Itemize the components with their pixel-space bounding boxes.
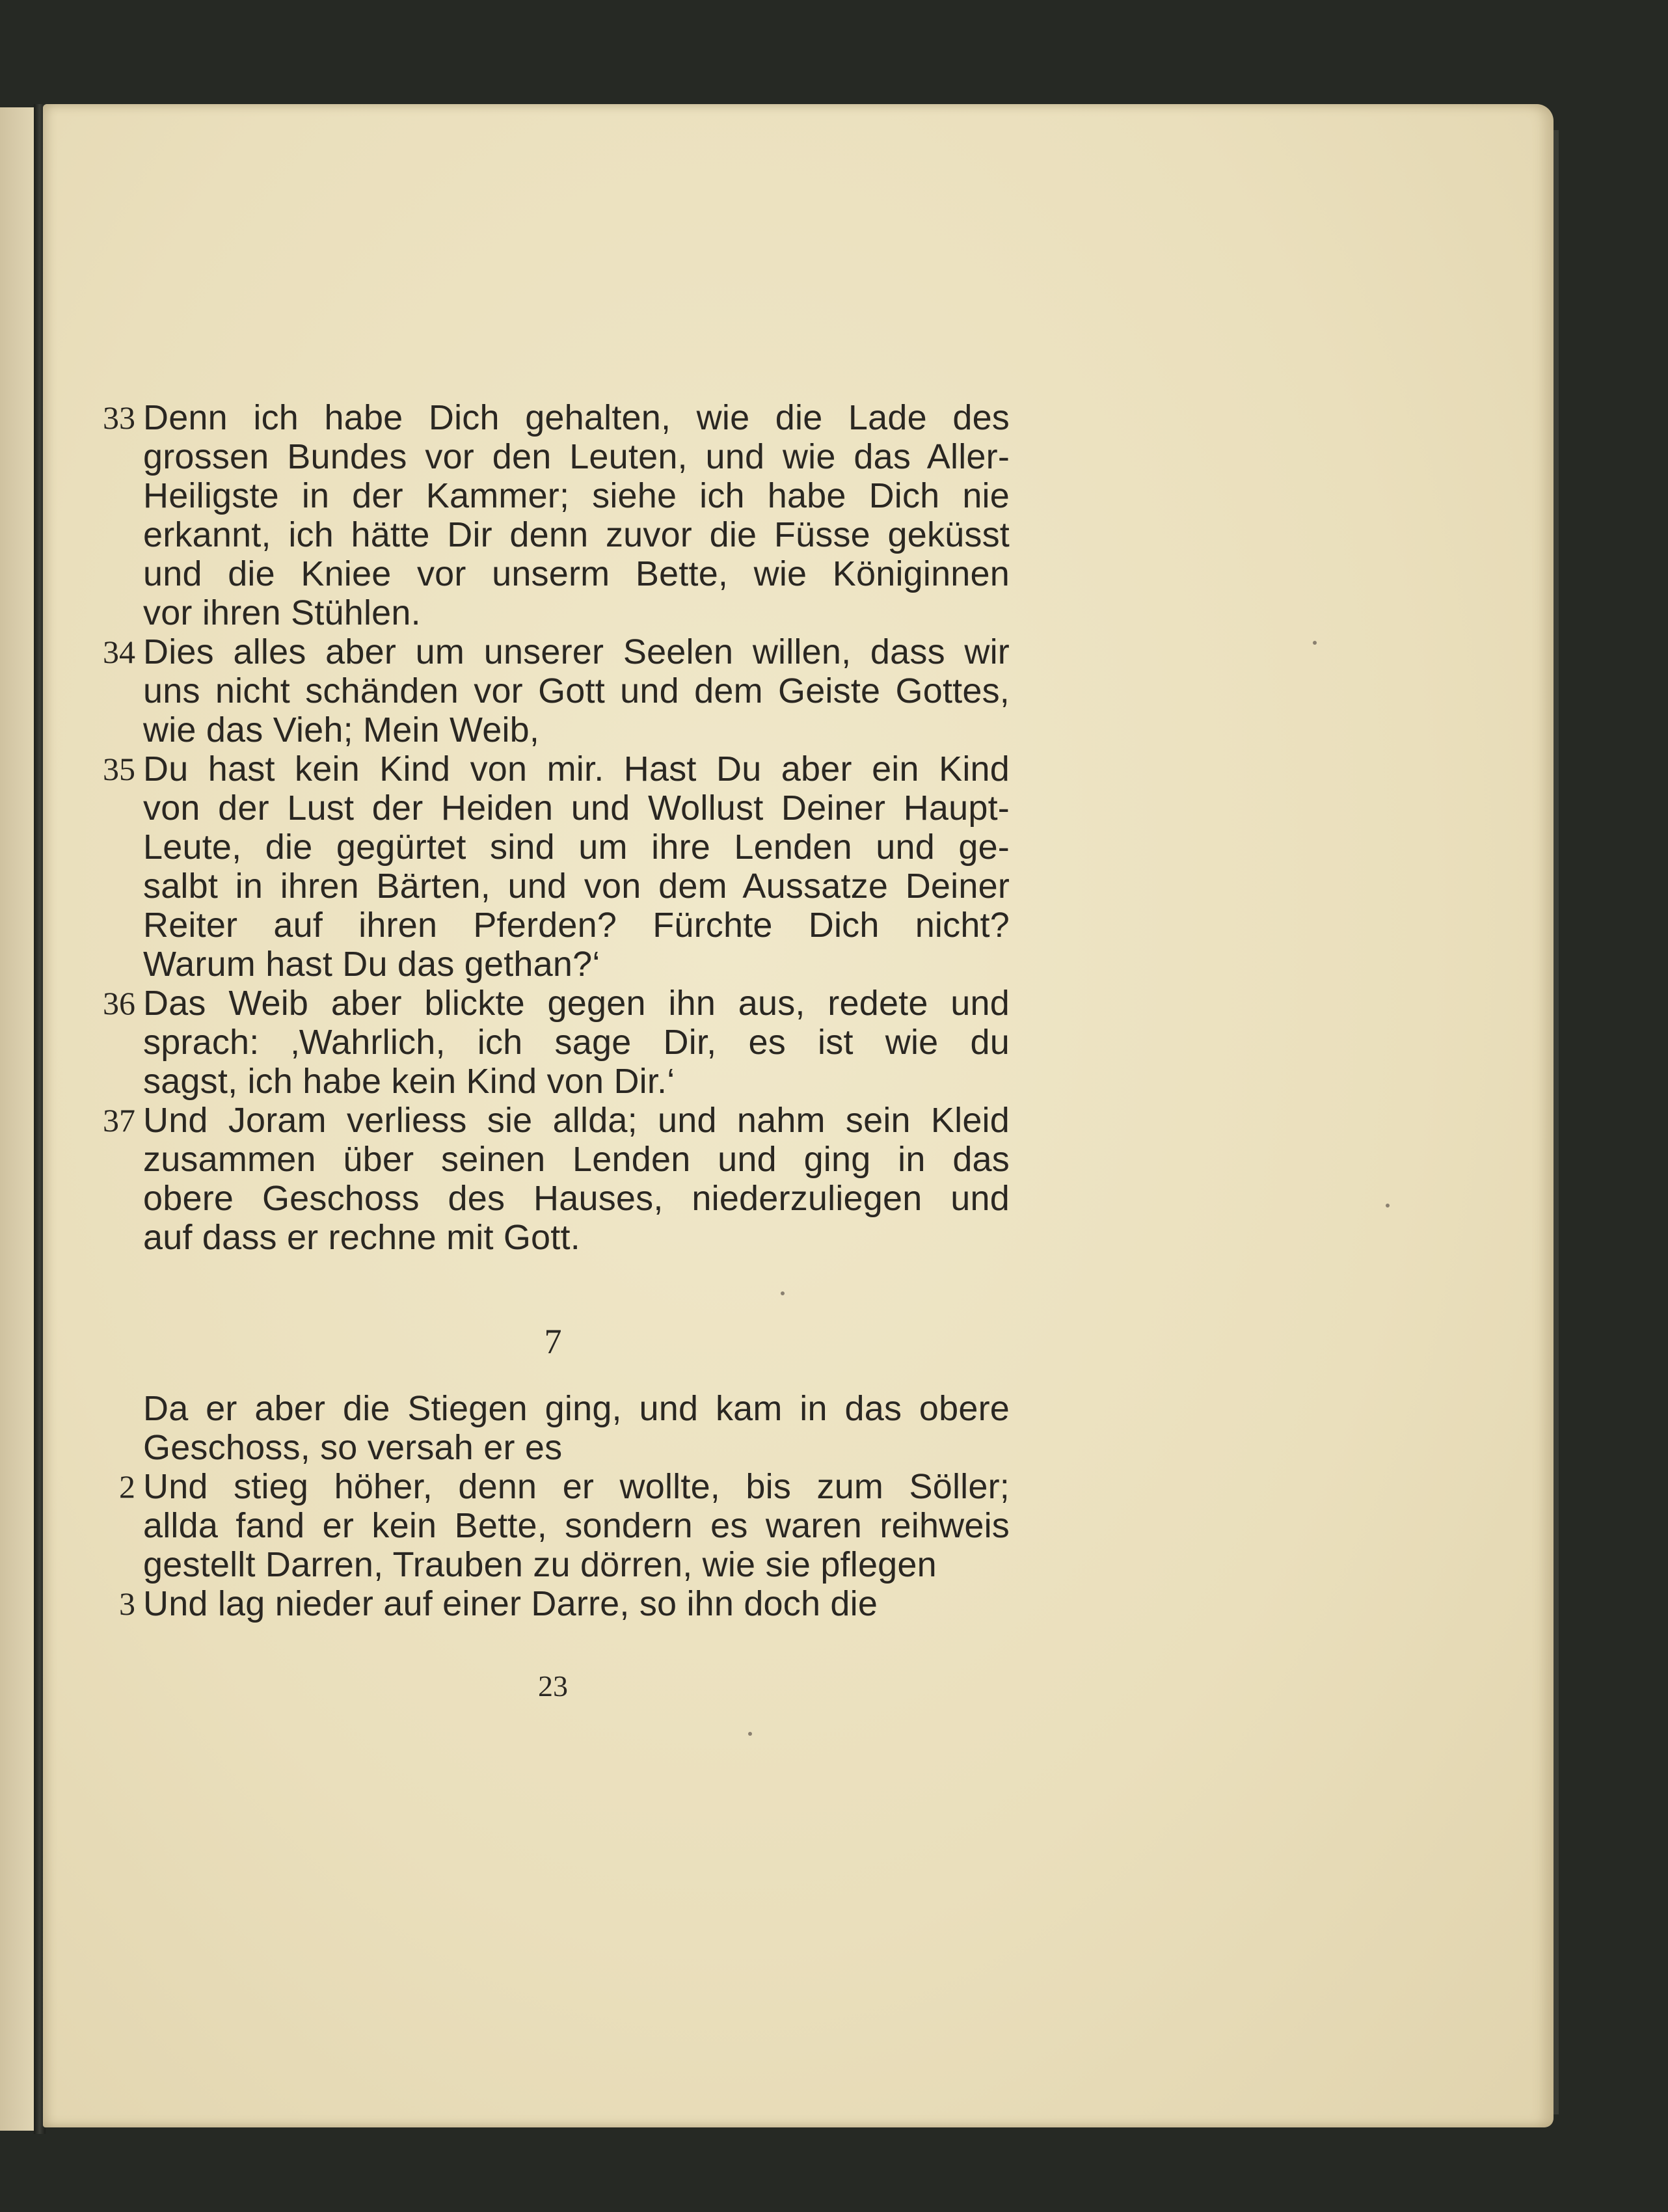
verse-line: Reiter auf ihren Pferden? Fürchte Dich nicht? <box>143 906 1010 945</box>
verse-line: von der Lust der Heiden und Wollust Deiner Haupt- <box>143 789 1010 828</box>
verse-line: allda fand er kein Bette, sondern es waren reihweis <box>143 1506 1010 1545</box>
verse-line: Das Weib aber blickte gegen ihn aus, redete und <box>143 984 1010 1023</box>
verse-line: Und Joram verliess sie allda; und nahm sein Kleid <box>143 1101 1010 1140</box>
paper-speck <box>781 1291 785 1295</box>
verse-line: Du hast kein Kind von mir. Hast Du aber ein Kind <box>143 749 1010 789</box>
verse-line: Geschoss, so versah er es <box>143 1428 563 1467</box>
verse-number: 37 <box>103 1102 135 1139</box>
verse-line: Und stieg höher, denn er wollte, bis zum Söller; <box>143 1467 1010 1506</box>
verse-line: auf dass er rechne mit Gott. <box>143 1218 580 1257</box>
page-edge-shadow <box>1554 130 1559 2114</box>
verse-line: uns nicht schänden vor Gott und dem Geiste Gottes, <box>143 671 1010 710</box>
verse-number: 34 <box>103 634 135 670</box>
verse-number: 35 <box>103 751 135 787</box>
verse-line: Heiligste in der Kammer; siehe ich habe Dich nie <box>143 476 1010 515</box>
verse-line: erkannt, ich hätte Dir denn zuvor die Füsse geküsst <box>143 515 1010 554</box>
chapter-number: 7 <box>544 1322 562 1361</box>
verse-number: 33 <box>103 399 135 436</box>
paper-speck <box>748 1732 752 1736</box>
verse-line: Leute, die gegürtet sind um ihre Lenden und ge- <box>143 828 1010 867</box>
verse-number: 36 <box>103 985 135 1021</box>
paper-speck <box>1386 1204 1390 1207</box>
verse-number: 3 <box>119 1585 135 1622</box>
verse-line: Dies alles aber um unserer Seelen willen, dass wir <box>143 632 1010 671</box>
verse-line: Warum hast Du das gethan?‘ <box>143 945 600 984</box>
verse-line: salbt in ihren Bärten, und von dem Aussatze Deiner <box>143 867 1010 906</box>
verse-line: sprach: ‚Wahrlich, ich sage Dir, es ist wie du <box>143 1023 1010 1062</box>
verse-line: wie das Vieh; Mein Weib, <box>143 710 540 749</box>
verse-line: obere Geschoss des Hauses, niederzuliegen und <box>143 1179 1010 1218</box>
verse-number <box>57 1389 135 1428</box>
paper-speck <box>1313 641 1317 645</box>
verse-line: grossen Bundes vor den Leuten, und wie das Aller- <box>143 437 1010 476</box>
verse-line: Und lag nieder auf einer Darre, so ihn doch die <box>143 1584 878 1623</box>
verse-line: zusammen über seinen Lenden und ging in das <box>143 1140 1010 1179</box>
verse-line: vor ihren Stühlen. <box>143 593 421 632</box>
left-page-edge <box>0 107 38 2131</box>
verse-line: sagst, ich habe kein Kind von Dir.‘ <box>143 1062 675 1101</box>
verse-number: 2 <box>119 1468 135 1505</box>
verse-line: und die Kniee vor unserm Bette, wie Königinnen <box>143 554 1010 593</box>
verse-line: Denn ich habe Dich gehalten, wie die Lade des <box>143 398 1010 437</box>
verse-line: Da er aber die Stiegen ging, und kam in das obere <box>143 1389 1010 1428</box>
verse-line: gestellt Darren, Trauben zu dörren, wie sie pflegen <box>143 1545 937 1584</box>
page-number: 23 <box>538 1669 568 1703</box>
